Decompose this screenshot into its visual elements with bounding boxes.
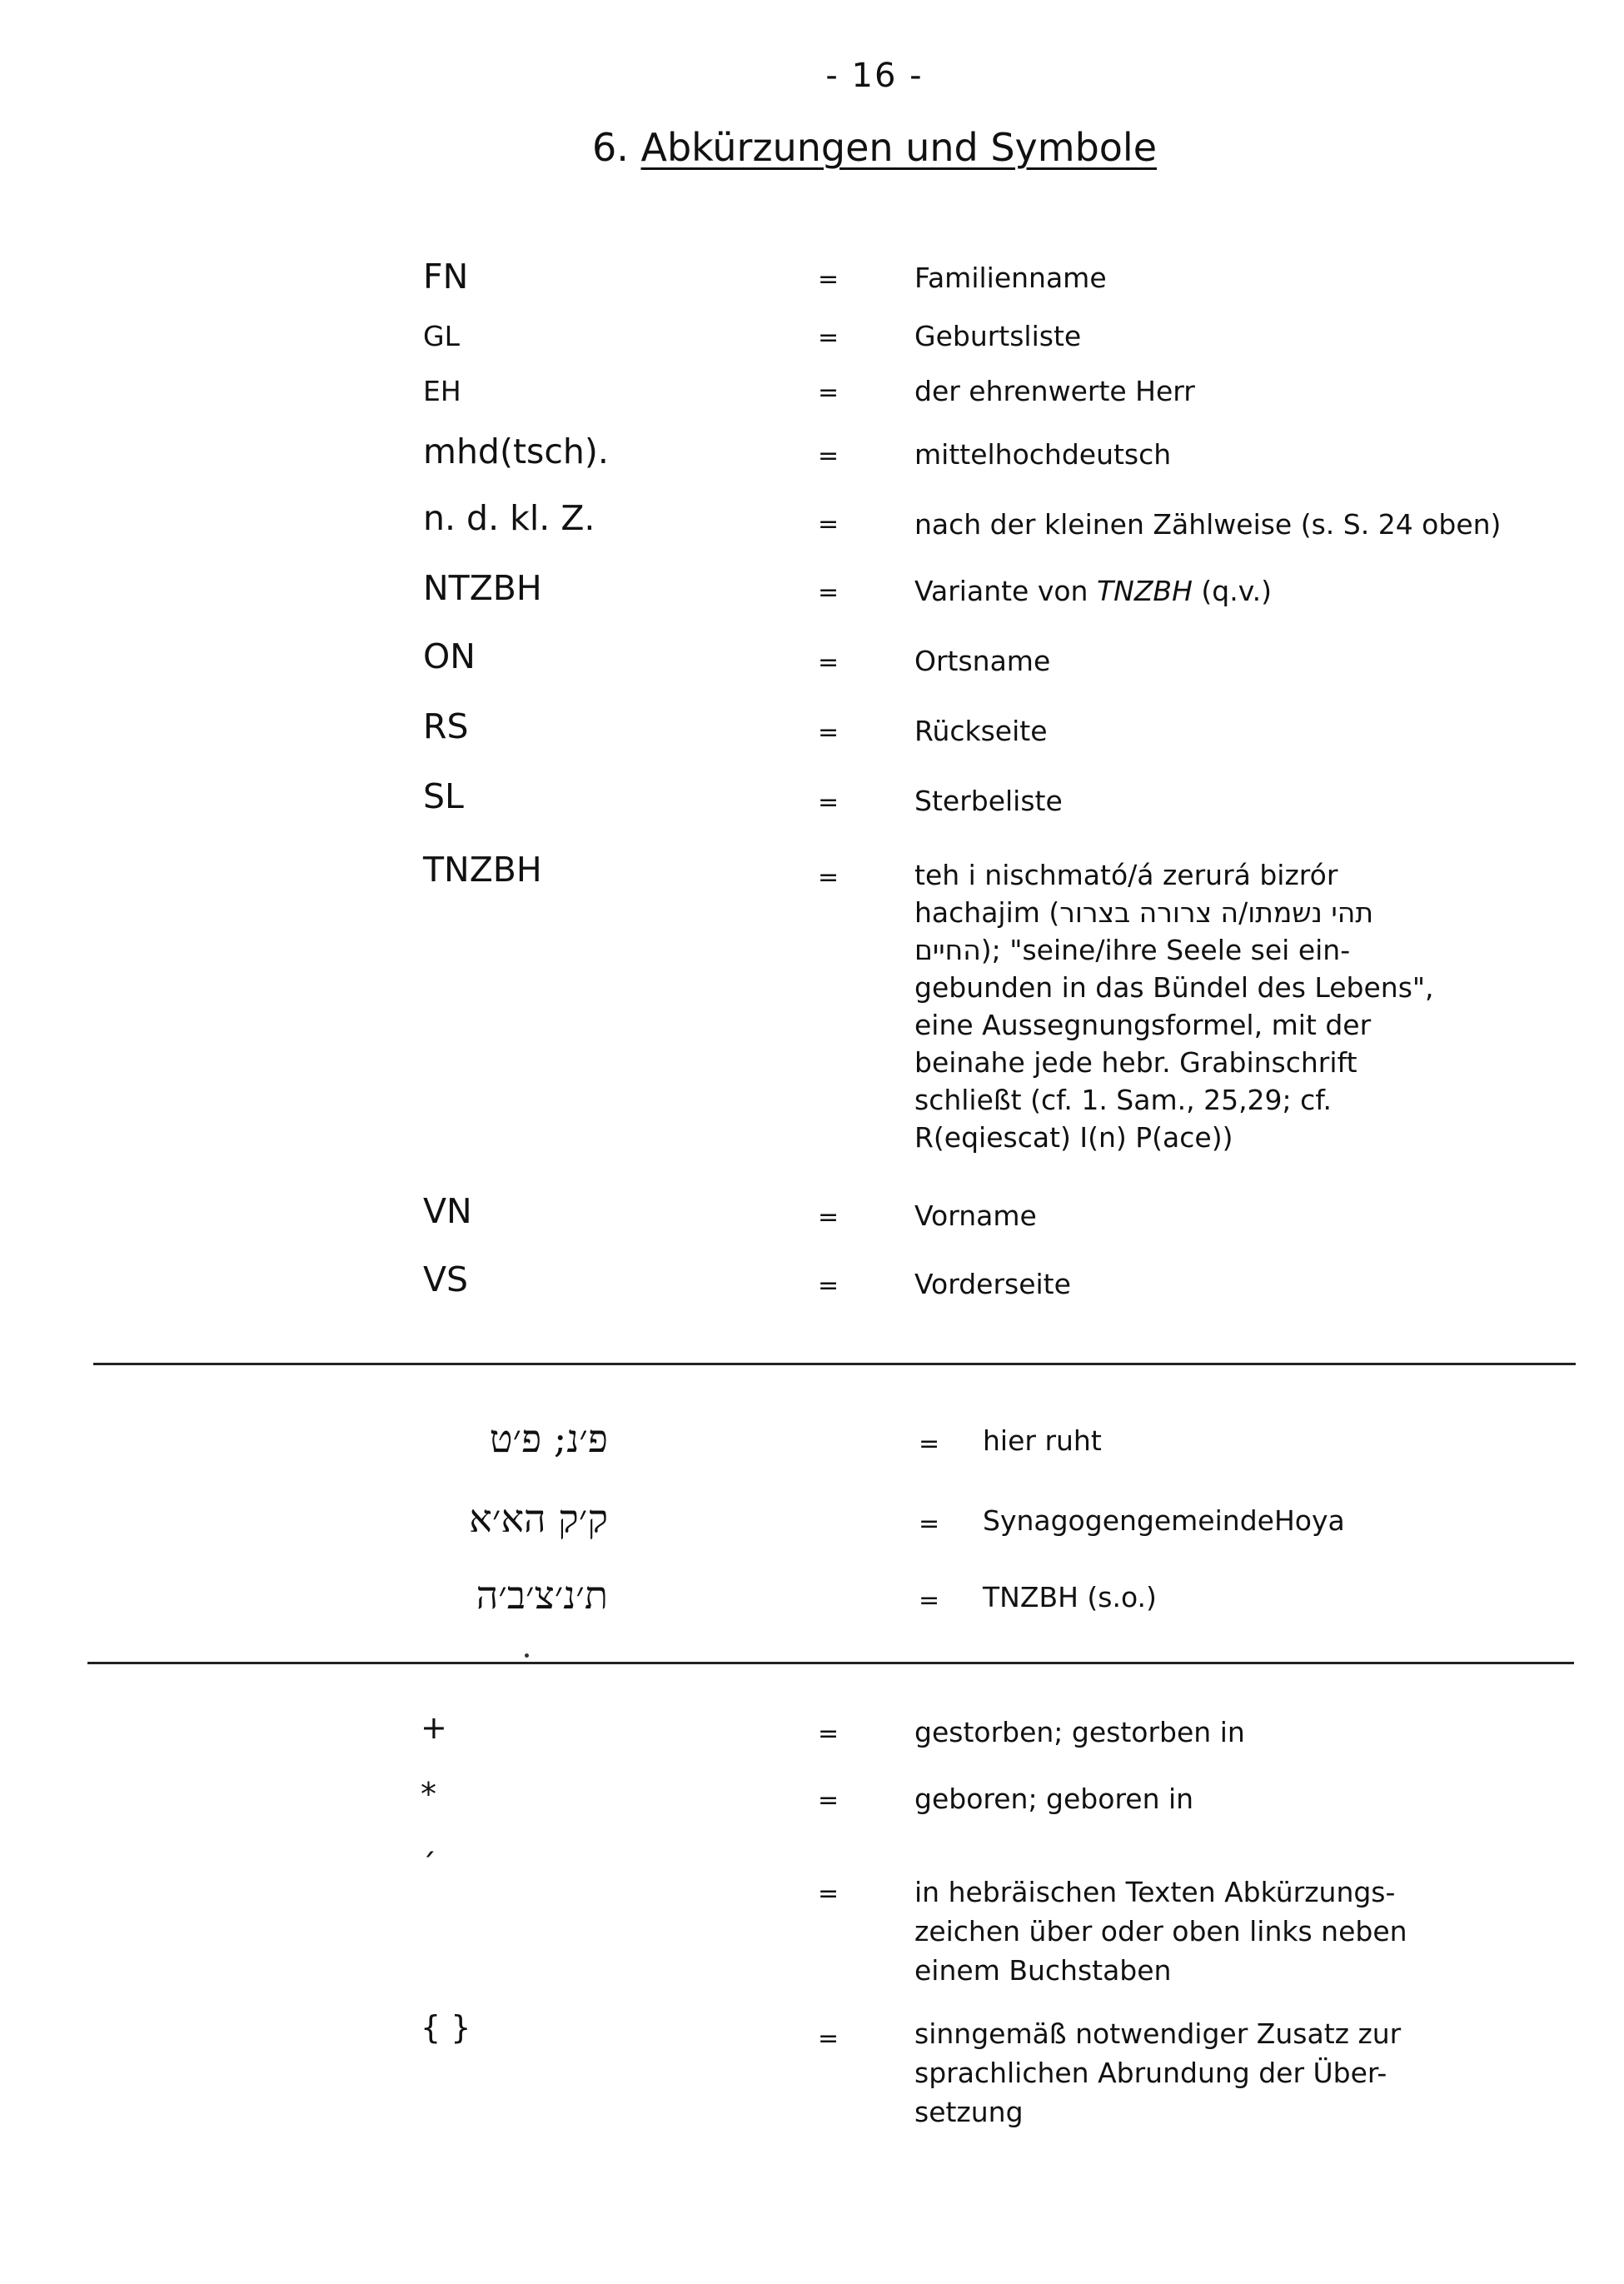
abbr-term: VS (423, 1259, 469, 1299)
plus-symbol: + (421, 1709, 447, 1746)
symbol-definition: gestorben; gestorben in (914, 1716, 1245, 1748)
abbr-definition: Familienname (914, 262, 1107, 294)
equals-sign: = (818, 1879, 839, 1908)
equals-sign: = (818, 1719, 839, 1748)
abbr-term: NTZBH (423, 568, 542, 608)
hebrew-symbol: ת׳נ׳צ׳ב׳ה (476, 1573, 608, 1618)
abbr-definition: der ehrenwerte Herr (914, 375, 1195, 407)
equals-sign: = (818, 1786, 839, 1815)
hebrew-symbol: ק׳ק הא׳א (469, 1496, 608, 1541)
equals-sign: = (818, 718, 839, 747)
equals-sign: = (818, 788, 839, 817)
abbr-definition: teh i nischmató/á zerurá bizrór hachajim (תהי נשמתו/ה צרורה בצרור החיים); "seine/ihre Seele sei ein- gebunden in das Bündel des Lebens", eine Aussegnungsformel, mit der beinahe jede hebr. Grabinschrift schließt (cf. 1. Sam., 25,29; cf. R(eqiescat) I(n) P(ace)) (914, 859, 1434, 1154)
abbreviation-mark-symbol: ´ (421, 1848, 436, 1884)
abbr-term: VN (423, 1191, 472, 1231)
equals-sign: = (818, 2024, 839, 2053)
symbol-definition: geboren; geboren in (914, 1783, 1194, 1815)
abbr-definition: Ortsname (914, 645, 1051, 677)
section-heading (0, 125, 1624, 170)
stray-dot (525, 1653, 529, 1658)
abbr-term: ON (423, 636, 476, 676)
abbr-term: n. d. kl. Z. (423, 498, 595, 538)
abbr-term: TNZBH (423, 850, 542, 890)
equals-sign: = (818, 510, 839, 539)
hebrew-symbol: פ׳נ; פ׳ט (489, 1416, 608, 1461)
symbol-definition: sinngemäß notwendiger Zusatz zur sprachlichen Abrundung der Über- setzung (914, 2017, 1402, 2128)
braces-symbol: { } (421, 2009, 471, 2046)
abbr-term: EH (423, 375, 461, 407)
abbr-definition: Sterbeliste (914, 785, 1063, 817)
abbr-definition: mittelhochdeutsch (914, 438, 1172, 471)
equals-sign: = (818, 863, 839, 892)
equals-sign: = (919, 1586, 940, 1615)
equals-sign: = (818, 578, 839, 607)
equals-sign: = (818, 1271, 839, 1300)
abbr-definition: Vorderseite (914, 1268, 1071, 1300)
abbr-term: FN (423, 257, 469, 297)
abbr-term: RS (423, 706, 469, 746)
abbr-definition: Geburtsliste (914, 320, 1082, 352)
abbr-definition: Variante von TNZBH (q.v.) (914, 575, 1273, 607)
divider (87, 1662, 1574, 1664)
abbr-definition: nach der kleinen Zählweise (s. S. 24 oben) (914, 508, 1502, 541)
abbr-term: GL (423, 320, 460, 352)
hebrew-definition: TNZBH (s.o.) (983, 1581, 1157, 1613)
equals-sign: = (818, 648, 839, 677)
equals-sign: = (818, 1203, 839, 1232)
equals-sign: = (818, 378, 839, 407)
equals-sign: = (818, 265, 839, 294)
equals-sign: = (818, 323, 839, 352)
hebrew-definition: SynagogengemeindeHoya (983, 1504, 1345, 1537)
divider (93, 1363, 1576, 1365)
equals-sign: = (919, 1509, 940, 1538)
page-number: - 16 - (825, 57, 924, 95)
abbr-term: SL (423, 776, 464, 816)
hebrew-definition: hier ruht (983, 1424, 1102, 1457)
abbr-definition: Rückseite (914, 715, 1048, 747)
section-title: Abkürzungen und Symbole (640, 125, 1157, 170)
asterisk-symbol: * (421, 1776, 436, 1813)
equals-sign: = (919, 1429, 940, 1459)
abbr-definition: Vorname (914, 1199, 1037, 1232)
equals-sign: = (818, 441, 839, 471)
abbr-term: mhd(tsch). (423, 431, 609, 471)
symbol-definition: in hebräischen Texten Abkürzungs- zeichen über oder oben links neben einem Buchstaben (914, 1876, 1407, 1987)
section-number: 6. (592, 125, 629, 170)
